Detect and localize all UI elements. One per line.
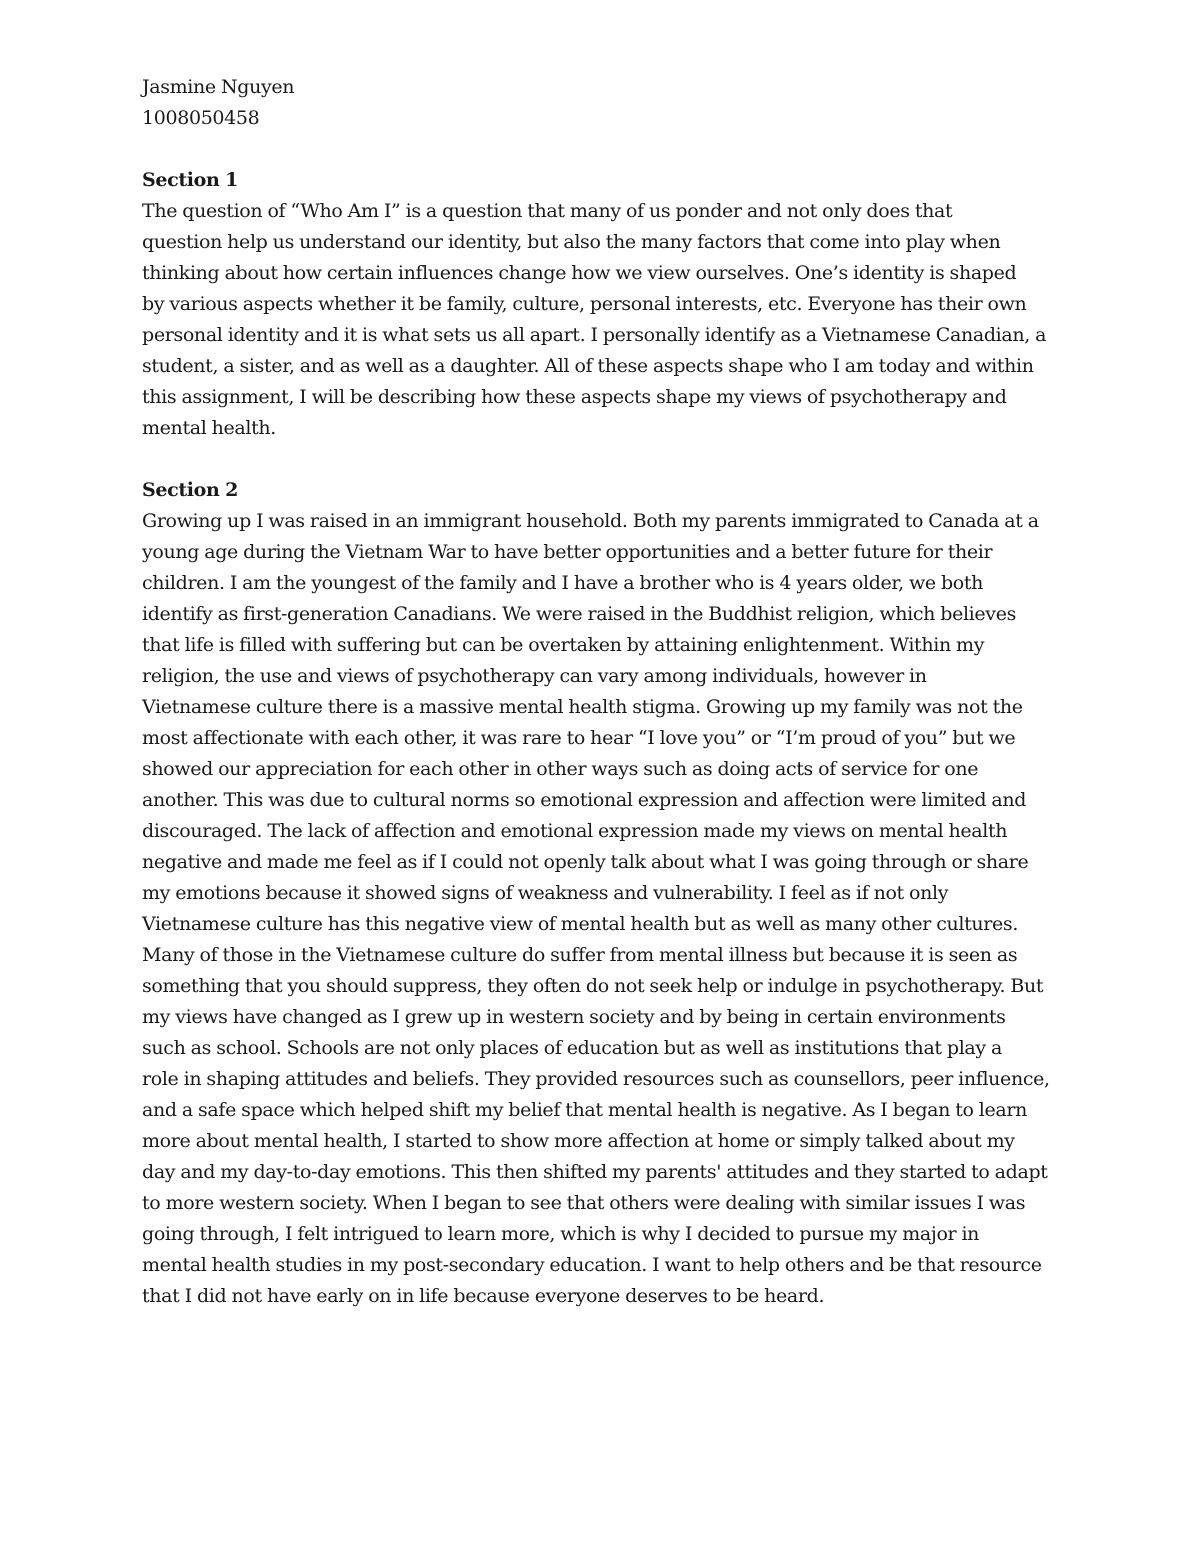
student-number: 1008050458 [142,107,260,129]
paragraph-line: and a safe space which helped shift my belief that mental health is negative. As I began to learn [142,1099,1028,1121]
paragraph-line: young age during the Vietnam War to have better opportunities and a better future for their [142,541,993,563]
spacer [142,134,1064,165]
paragraph-line: my views have changed as I grew up in western society and by being in certain environments [142,1006,1006,1028]
section-2-paragraph [142,506,1064,1312]
paragraph-line: mental health studies in my post-secondary education. I want to help others and be that resource [142,1254,1042,1276]
paragraph-line: such as school. Schools are not only places of education but as well as institutions that play a [142,1037,1002,1059]
paragraph-line: question help us understand our identity, but also the many factors that come into play when [142,231,1001,253]
paragraph-line: thinking about how certain influences change how we view ourselves. One’s identity is shaped [142,262,1017,284]
paragraph-line: to more western society. When I began to see that others were dealing with similar issues I was [142,1192,1026,1214]
paragraph-line: The question of “Who Am I” is a question that many of us ponder and not only does that [142,200,953,222]
paragraph-line: identify as first-generation Canadians. We were raised in the Buddhist religion, which believes [142,603,1016,625]
paragraph-line: my emotions because it showed signs of weakness and vulnerability. I feel as if not only [142,882,949,904]
paragraph-line: by various aspects whether it be family, culture, personal interests, etc. Everyone has their own [142,293,1027,315]
paragraph-line: day and my day-to-day emotions. This then shifted my parents' attitudes and they started to adapt [142,1161,1048,1183]
paragraph-line: mental health. [142,417,276,439]
author-name: Jasmine Nguyen [142,76,295,98]
paragraph-line: religion, the use and views of psychotherapy can vary among individuals, however in [142,665,927,687]
paragraph-line: that life is filled with suffering but can be overtaken by attaining enlightenment. Within my [142,634,985,656]
paragraph-line: personal identity and it is what sets us all apart. I personally identify as a Vietnamese Canadian, a [142,324,1047,346]
paragraph-line: something that you should suppress, they often do not seek help or indulge in psychotherapy. But [142,975,1044,997]
paragraph-line: more about mental health, I started to show more affection at home or simply talked about my [142,1130,1015,1152]
paragraph-line: Vietnamese culture there is a massive mental health stigma. Growing up my family was not the [142,696,1023,718]
paragraph-line: that I did not have early on in life because everyone deserves to be heard. [142,1285,825,1307]
paragraph-line: children. I am the youngest of the family and I have a brother who is 4 years older, we both [142,572,984,594]
paragraph-line: showed our appreciation for each other in other ways such as doing acts of service for one [142,758,979,780]
paragraph-line: most affectionate with each other, it was rare to hear “I love you” or “I’m proud of you” but we [142,727,1016,749]
paragraph-line: another. This was due to cultural norms so emotional expression and affection were limited and [142,789,1027,811]
paragraph-line: student, a sister, and as well as a daughter. All of these aspects shape who I am today and within [142,355,1034,377]
section-2-title: Section 2 [142,479,239,501]
paragraph-line: role in shaping attitudes and beliefs. They provided resources such as counsellors, peer influence, [142,1068,1050,1090]
paragraph-line: Growing up I was raised in an immigrant household. Both my parents immigrated to Canada at a [142,510,1039,532]
paragraph-line: Vietnamese culture has this negative view of mental health but as well as many other cultures. [142,913,1019,935]
paragraph-line: this assignment, I will be describing how these aspects shape my views of psychotherapy and [142,386,1007,408]
spacer [142,444,1064,475]
section-1-title: Section 1 [142,169,239,191]
paragraph-line: negative and made me feel as if I could not openly talk about what I was going through or share [142,851,1029,873]
paragraph-line: Many of those in the Vietnamese culture do suffer from mental illness but because it is seen as [142,944,1018,966]
section-1-paragraph [142,196,1064,444]
paragraph-line: discouraged. The lack of affection and emotional expression made my views on mental health [142,820,1008,842]
document-body [142,72,1064,1312]
paragraph-line: going through, I felt intrigued to learn more, which is why I decided to pursue my major in [142,1223,980,1245]
